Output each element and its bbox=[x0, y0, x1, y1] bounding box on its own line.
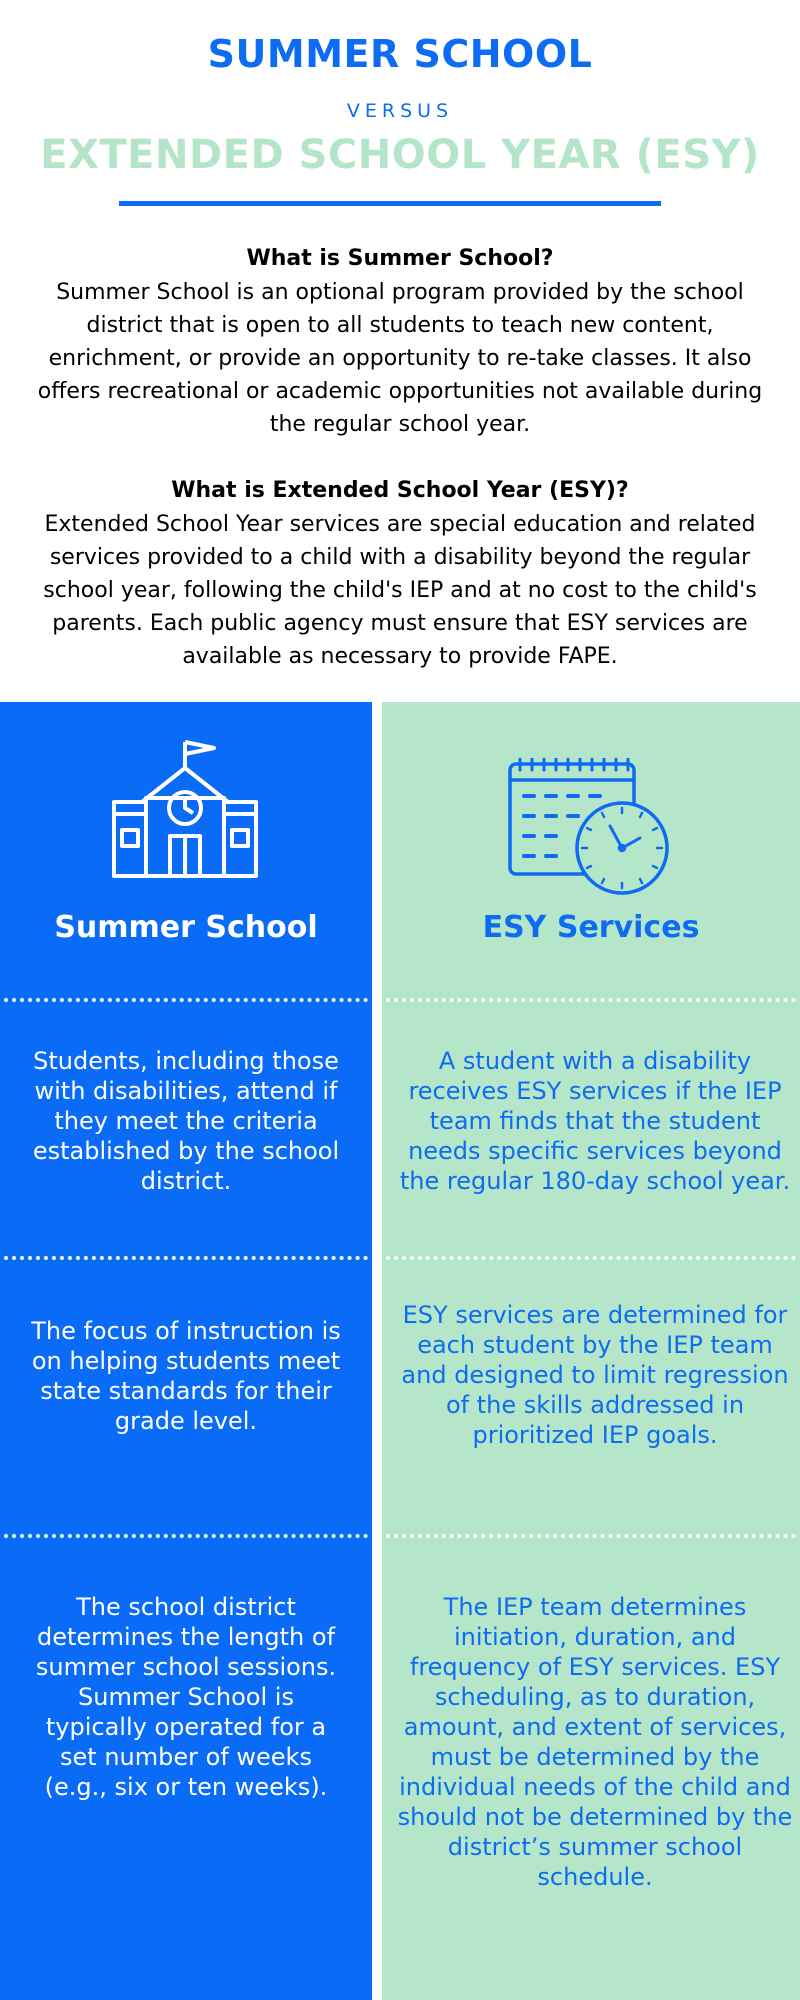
title-divider bbox=[119, 201, 661, 206]
page-subtitle: EXTENDED SCHOOL YEAR (ESY) bbox=[40, 132, 760, 178]
esy-definition bbox=[30, 474, 770, 673]
summer-school-eligibility: Students, including those with disabilities, attend if they meet the criteria established by the school district. bbox=[32, 1047, 340, 1195]
esy-services-heading: ESY Services bbox=[482, 910, 700, 945]
summer-school-answer: Summer School is an optional program provided by the school district that is open to all students to teach new content, enrichment, or provide an opportunity to re-take classes. It also offers recreational or academic opportunities not available during the regular school year. bbox=[37, 280, 763, 437]
divider-right-1 bbox=[386, 998, 796, 1002]
esy-eligibility: A student with a disability receives ESY services if the IEP team finds that the student needs specific services beyond the regular 180-day school year. bbox=[399, 1047, 791, 1195]
summer-school-focus: The focus of instruction is on helping students meet state standards for their grade level. bbox=[31, 1317, 341, 1435]
divider-right-3 bbox=[386, 1534, 796, 1538]
divider-right-2 bbox=[386, 1256, 796, 1260]
versus-label: VERSUS bbox=[346, 100, 454, 122]
summer-school-duration: The school district determines the length of summer school sessions. Summer School is typically operated for a set number of weeks (e.g., six or ten weeks). bbox=[35, 1593, 337, 1801]
divider-left-2 bbox=[4, 1256, 368, 1260]
esy-answer: Extended School Year services are special education and related services provided to a child with a disability beyond the regular school year, following the child's IEP and at no cost to the child's parents. Each public agency must ensure that ESY services are available as necessary to provide FAPE. bbox=[43, 512, 757, 669]
esy-focus: ESY services are determined for each student by the IEP team and designed to limit regression of the skills addressed in prioritized IEP goals. bbox=[401, 1301, 789, 1449]
header bbox=[0, 0, 800, 700]
divider-left-3 bbox=[4, 1534, 368, 1538]
esy-question: What is Extended School Year (ESY)? bbox=[171, 478, 629, 503]
summer-school-question: What is Summer School? bbox=[246, 246, 554, 271]
divider-left-1 bbox=[4, 998, 368, 1002]
page-title: SUMMER SCHOOL bbox=[207, 32, 593, 76]
summer-school-definition bbox=[30, 242, 770, 441]
esy-duration: The IEP team determines initiation, duration, and frequency of ESY services. ESY scheduling, as to duration, amount, and extent of services, must be determined by the individual needs of the child and should not be determined by the district’s summer school schedule. bbox=[397, 1593, 793, 1891]
summer-school-heading: Summer School bbox=[54, 910, 318, 945]
school-building-icon bbox=[110, 738, 260, 880]
calendar-clock-icon bbox=[506, 758, 674, 900]
